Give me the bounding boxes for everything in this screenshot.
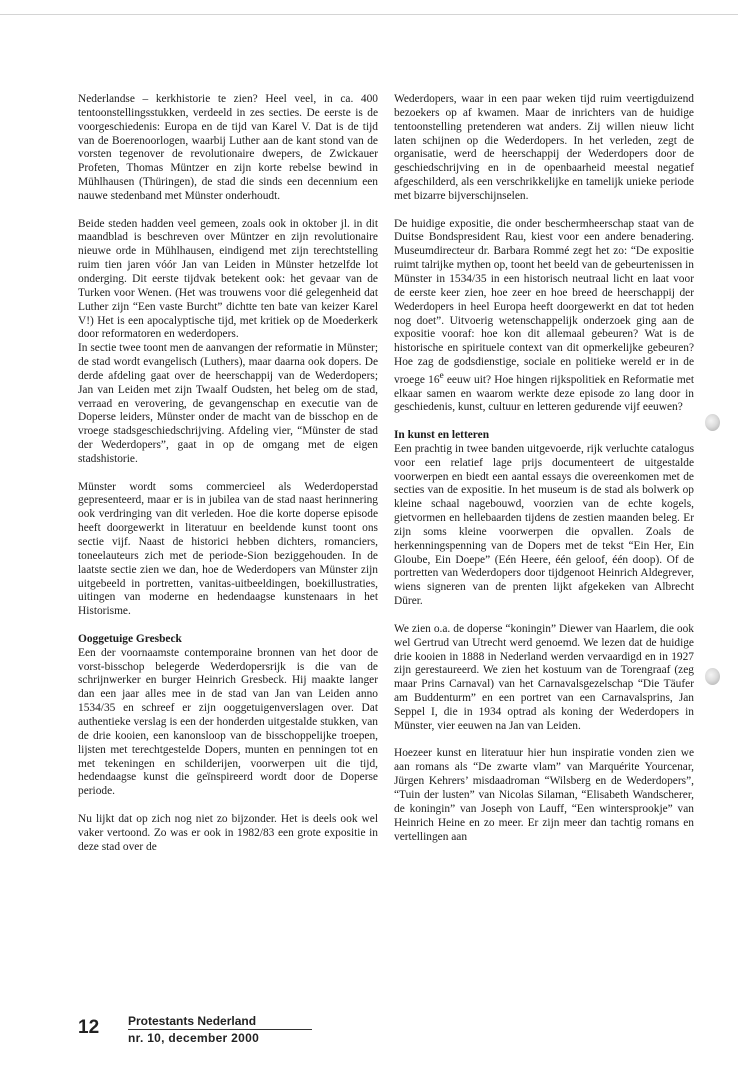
- paragraph: We zien o.a. de doperse “koningin” Diewer van Haarlem, die ook wel Gertrud van Utrecht werd genoemd. We lezen dat de huidige drie kooien in 1888 in Nederland werden vervaardigd en in 1927 zijn gerestaureerd. We zien het kostuum van de Torengraaf (zeg maar Prins Carnaval) van het Carnavalsgezelschap “Die Täufer am Buddenturm” en een portret van een Carnavalsprins, Jan Seppel I, die in 1934 optrad als koning der Wederdopers in Münster, vier eeuwen na Jan van Leiden.: [394, 622, 694, 732]
- paragraph: Hoezeer kunst en literatuur hier hun inspiratie vonden zien we aan romans als “De zwarte vlam” van Marquérite Yourcenar, Jürgen Kehrers’ misdaadroman “Wilsberg en de Wederdopers”, “Tuin der lusten” van Nicolas Silaman, “Elisabeth Wandscherer, de koningin” van Joseph von Lauff, “Een wintersprookje” van Heinrich Heine en zo meer. Er zijn meer dan tachtig romans en vertellingen aan: [394, 747, 694, 843]
- paragraph: Nederlandse – kerkhistorie te zien? Heel veel, in ca. 400 tentoonstellingsstukken, verdeeld in zes secties. De eerste is de voorgeschiedenis: Europa en de tijd van Karel V. Dat is de tijd van de Boerenoorlogen, waarbij Luther aan de kant stond van de vorsten tegenover de revolutionaire dwepers, de Zwickauer Profeten, Thomas Müntzer en zijn korte rebelse bewind in Mühlhausen (Thüringen), de stad die sinds een decennium een nauwe stedenband met Münster onderhoudt.: [78, 93, 378, 202]
- page-number: 12: [78, 1017, 100, 1038]
- top-rule: [0, 14, 738, 15]
- punch-hole-icon: [705, 668, 720, 685]
- section-heading: In kunst en letteren: [394, 429, 490, 442]
- paragraph: Münster wordt soms commercieel als Wederdoperstad gepresenteerd, maar er is in jubilea van de stad naast herinnering ook verdringing van dit verleden. Hoe die korte doperse episode heeft doorgewerkt in literatuur en beeldende kunst toont ons sectie vijf. Naast de historici hebben dichters, romanciers, toneelauteurs zich met de periode-Sion beziggehouden. In de laatste sectie zien we dan, hoe de Wederdopers van Münster zijn uitgebeeld in portretten, vanitas-uitbeeldingen, boekillustraties, uitingen van moderne en hedendaagse kunstenaars in het Historisme.: [78, 480, 378, 618]
- footer-masthead: [128, 1014, 312, 1045]
- paragraph: Een prachtig in twee banden uitgevoerde, rijk verluchte catalogus voor een relatief lage prijs documenteert de uitgestalde voorwerpen en biedt een aantal essays die overeenkomen met de secties van de expositie. In het museum is de stad als bolwerk op kleine schaal nagebouwd, voorzien van de echte kogels, gietvormen en hellebaarden tijdens de zestien maanden beleg. Er zijn soms kleine voorwerpen die opvallen. Zoals de herkenningspenning van de Dopers met de tekst “Ein Her, Ein Gloube, Ein Doepe” (Eén Heere, één geloof, één doop). Of de portretten van Wederdopers door tijdgenoot Heinrich Aldegrever, wiens signeren van de prenten lijkt afgekeken van Albrecht Dürer.: [394, 442, 694, 608]
- issue-info: nr. 10, december 2000: [128, 1031, 260, 1045]
- right-column: [394, 93, 694, 858]
- paragraph-text: eeuw uit? Hoe hingen rijkspolitiek en Reformatie met elkaar samen en waarom werkte deze episode zo lang door in geschiedenis, kunst, cultuur en letteren gedurende vijf eeuwen?: [394, 373, 694, 414]
- paragraph: Een der voornaamste contemporaine bronnen van het door de vorst-bisschop belegerde Wederdopersrijk is die van de schrijnwerker en burger Heinrich Gresbeck. Hij maakte langer dan een jaar alles mee in de stad van Jan van Leiden anno 1534/35 en schreef er zijn ooggetuigenverslagen over. Dat authentieke verslag is een der honderden uitgestalde stukken, van de drie kooien, een kanonsloop van de bisschoppelijke troepen, lijsten met terechtgestelde Dopers, munten en penningen tot en met tekeningen en schilderijen, voorwerpen uit die tijd, hedendaagse kunst die geïnspireerd wordt door de Doperse periode.: [78, 646, 378, 798]
- left-column: [78, 93, 378, 868]
- section-heading: Ooggetuige Gresbeck: [78, 632, 182, 645]
- paragraph-text: De huidige expositie, die onder beschermheerschap staat van de Duitse Bondspresident Rau, kiest voor een andere benadering. Museumdirecteur dr. Barbara Rommé zegt het zo: “De expositie ruimt talrijke mythen op, toont het beeld van de gebeurtenissen in Münster in 1534/35 in een historisch neutraal licht en laat voor de eerste keer zien, hoe zeer en hoe breed de heerschappij der Wederdopers in heel Europa heeft doorgewerkt en dat tot heden nog doet”. Uitvoerig wetenschappelijk onderzoek ging aan de expositie vooraf: hoe kon dit allemaal gebeuren? Wat is de historische en spirituele context van dit opmerkelijke gebeuren? Hoe zag de godsdienstige, sociale en politieke wereld er in de vroege 16: [394, 217, 694, 386]
- paragraph: [394, 218, 694, 416]
- paragraph: Beide steden hadden veel gemeen, zoals ook in oktober jl. in dit maandblad is beschreven over Müntzer en zijn revolutionaire nieuwe orde in Mühlhausen, eindigend met zijn terechtstelling ruim tien jaren vóór Jan van Leiden in Münster hetzelfde lot onderging. Dit eerste tijdvak betekent ook: het gevaar van de Turken voor Wenen. (Het was trouwens voor dié gelegenheid dat Luther zijn “Een vaste Burcht” dichtte ten bate van keizer Karel V!) Het is een apocalyptische tijd, met kritiek op de Moederkerk door reformatoren en wederdopers.: [78, 217, 378, 341]
- paragraph: Nu lijkt dat op zich nog niet zo bijzonder. Het is deels ook wel vaker vertoond. Zo was er ook in 1982/83 een grote expositie in deze stad over de: [78, 812, 378, 853]
- paragraph: In sectie twee toont men de aanvangen der reformatie in Münster; de stad wordt evangelisch (Luthers), maar daarna ook dopers. De derde afdeling gaat over de heerschappij van de Wederdopers; Jan van Leiden met zijn Twaalf Oudsten, het beleg om de stad, verraad en verovering, de gevangenschap en executie van de Doperse leiders, Münster onder de macht van de bisschop en de vroege stadsgeschiedschrijving. Afdeling vier, “Münster de stad der Wederdopers”, gaat in op de omgang met de eigen stadshistorie.: [78, 342, 378, 465]
- paragraph: Wederdopers, waar in een paar weken tijd ruim veertigduizend bezoekers op af kwamen. Maar de inrichters van de huidige tentoonstelling pretenderen wat anders. Zij willen nieuw licht laten schijnen op die Wederdopers. In het verleden, zegt de organisatie, werd de heerschappij der Wederdopers door de geschiedschrijving en in de openbaarheid meestal negatief afgeschilderd, als een verschrikkelijke en tamelijk unieke periode met bizarre bijverschijnselen.: [394, 93, 694, 202]
- superscript: e: [439, 370, 444, 381]
- punch-hole-icon: [705, 414, 720, 431]
- publication-name: Protestants Nederland: [128, 1014, 312, 1030]
